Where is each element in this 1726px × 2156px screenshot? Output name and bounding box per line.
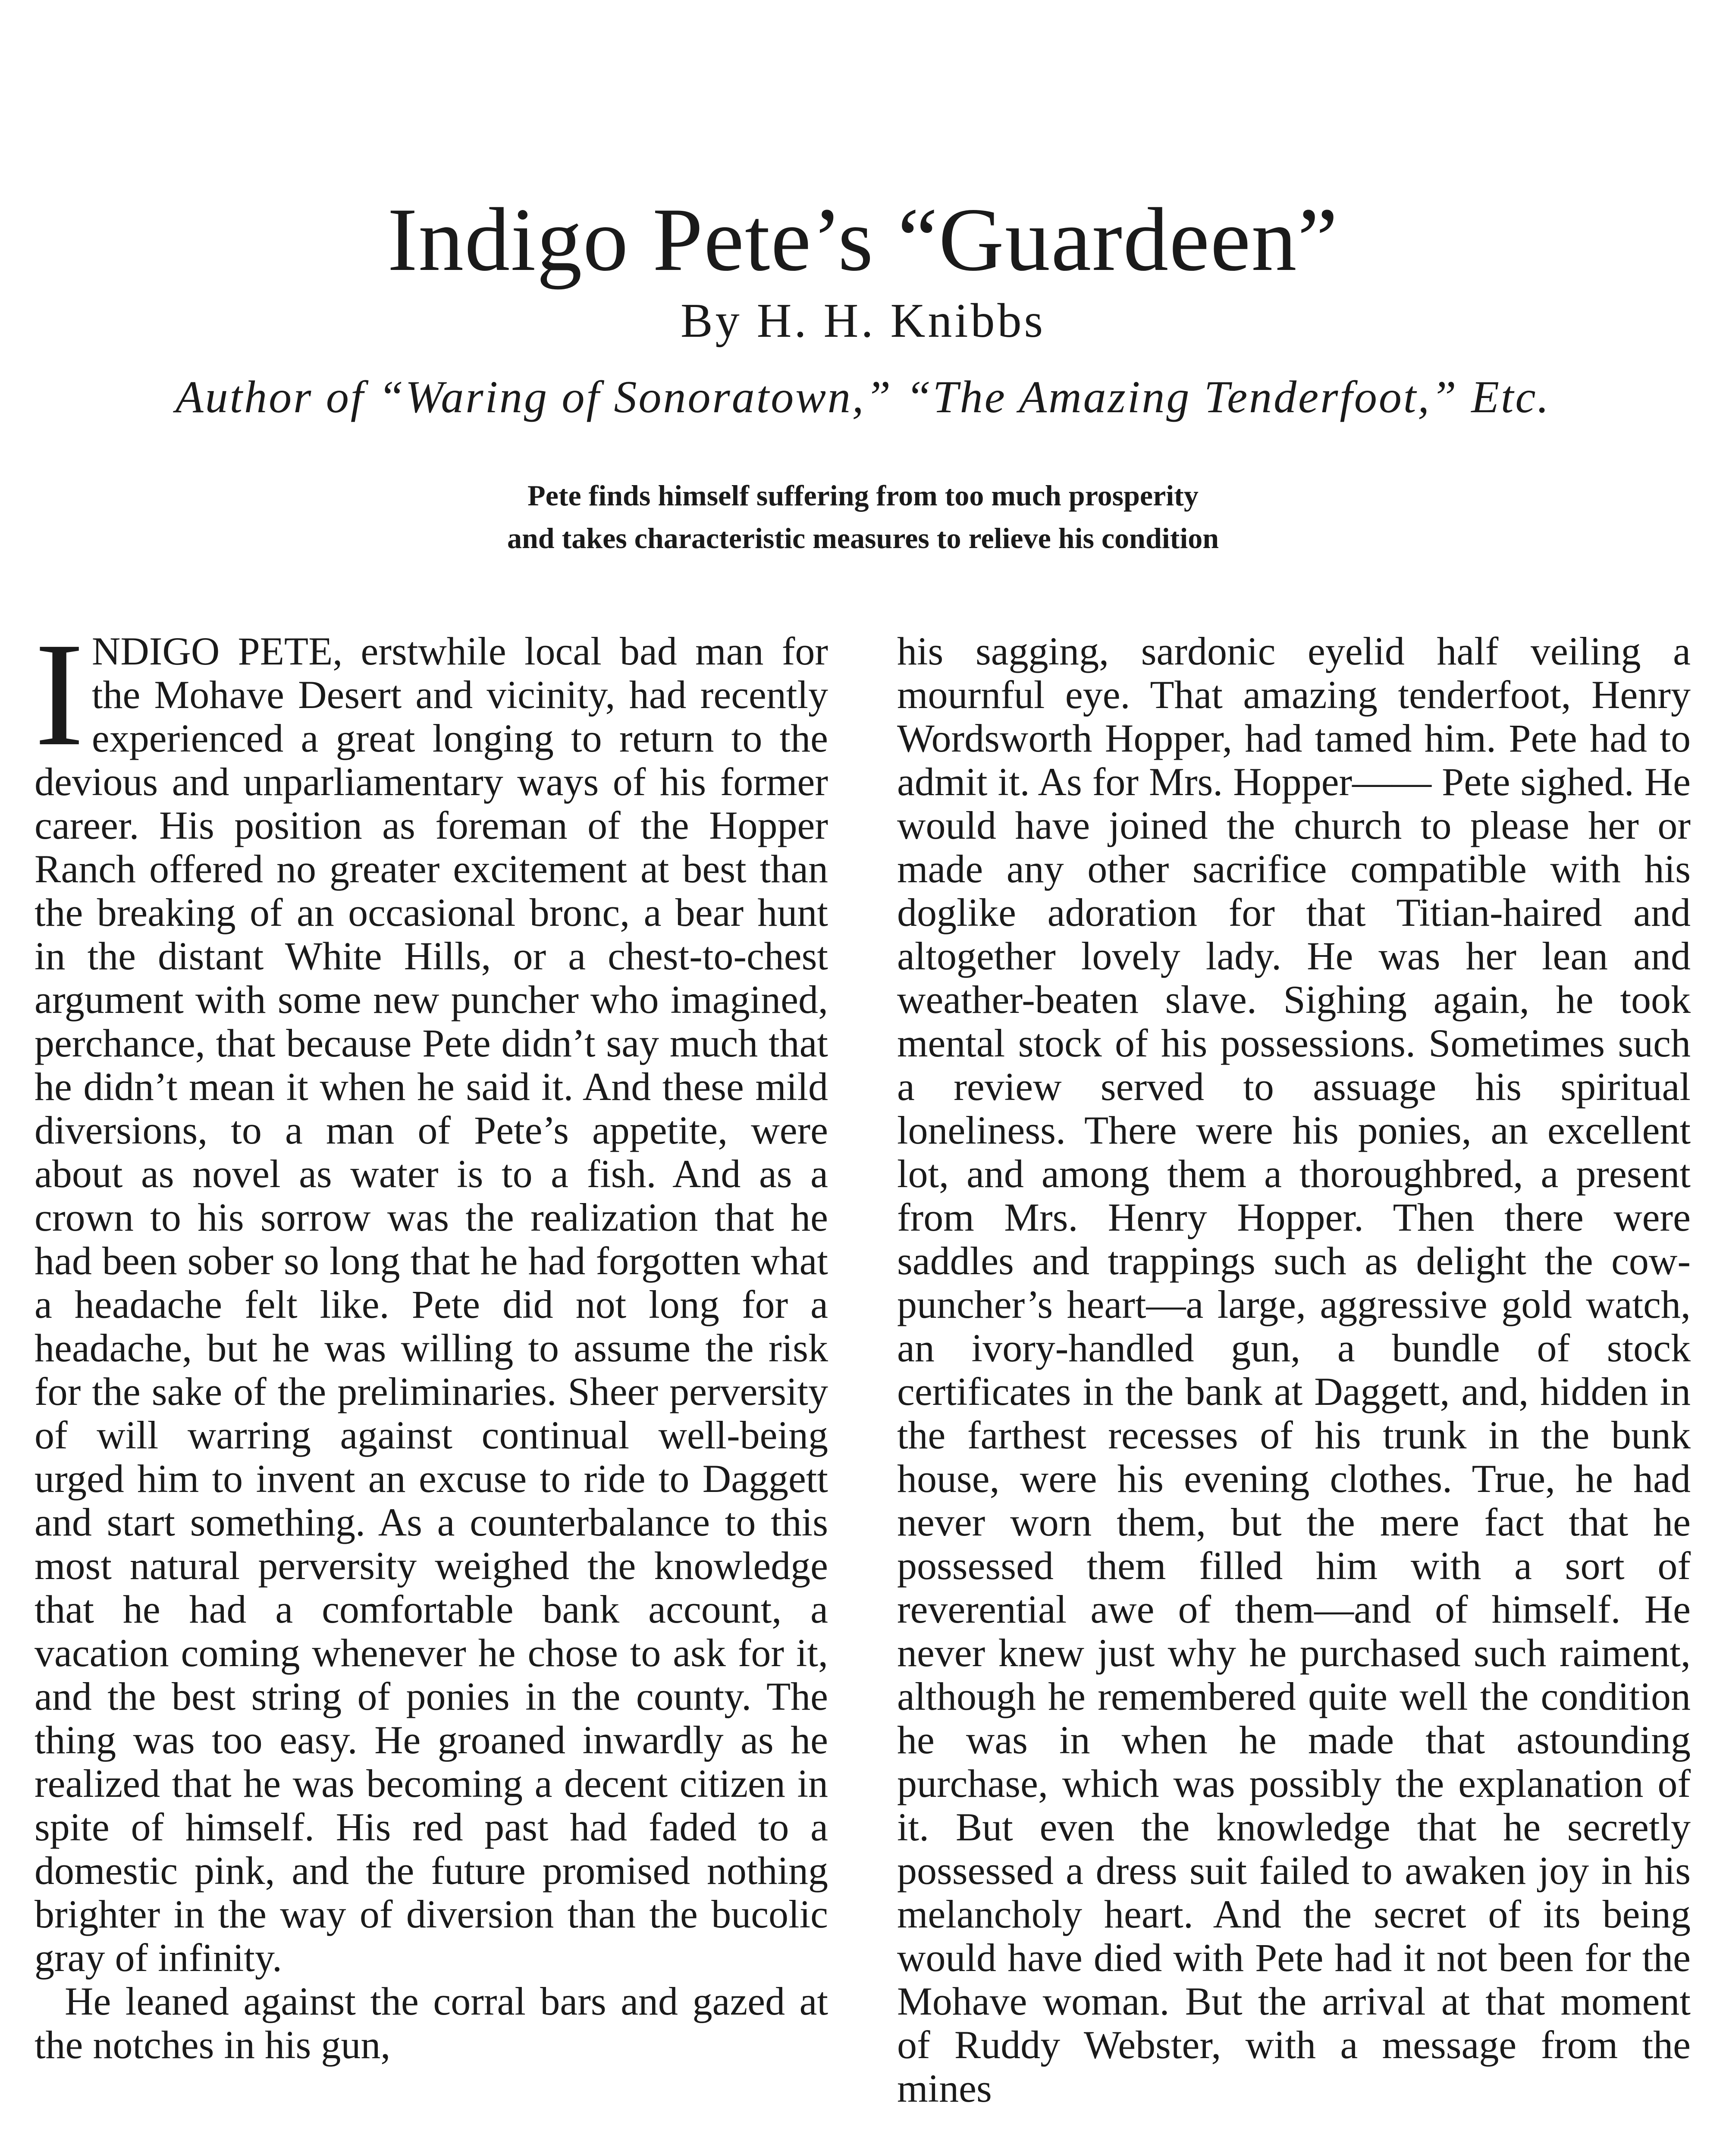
column-left [35, 630, 828, 2156]
paragraph: He leaned against the corral bars and gazed at the notches in his gun, [35, 1979, 828, 2067]
author-credits: Author of “Waring of Sonoratown,” “The Amazing Tenderfoot,” Etc. [175, 372, 1551, 422]
summary-line-1: Pete finds himself suffering from too much prosperity [527, 479, 1199, 512]
paragraph [35, 630, 828, 1980]
paragraph: his sagging, sardonic eyelid half veiling a mournful eye. That amazing tenderfoot, Henry Wordsworth Hopper, had tamed him. Pete had to admit it. As for Mrs. Hopper—— Pete sighed. He would have joined the church to please her or made any other sacrifice compatible with his doglike adoration for that Titian-haired and altogether lovely lady. He was her lean and weather-beaten slave. Sighing again, he took mental stock of his possessions. Sometimes such a review served to assuage his spiritual loneliness. There were his ponies, an excellent lot, and among them a thoroughbred, a present from Mrs. Henry Hopper. Then there were saddles and trappings such as delight the cow-puncher’s heart—a large, aggressive gold watch, an ivory-handled gun, a bundle of stock certificates in the bank at Daggett, and, hidden in the farthest recesses of his trunk in the bunk house, were his evening clothes. True, he had never worn them, but the mere fact that he possessed them filled him with a sort of reverential awe of them—and of himself. He never knew just why he purchased such raiment, although he remembered quite well the condition he was in when he made that astounding purchase, which was possibly the explanation of it. But even the knowledge that he secretly possessed a dress suit failed to awaken joy in his melancholy heart. And the secret of its being would have died with Pete had it not been for the Mohave woman. But the arrival at that moment of Ruddy Webster, with a message from the mines [897, 630, 1691, 2110]
body-columns [35, 630, 1691, 2156]
story-title: Indigo Pete’s “Guardeen” [387, 189, 1339, 290]
column-right [897, 630, 1691, 2156]
drop-cap: I [35, 630, 84, 777]
summary-line-2: and takes characteristic measures to relieve his condition [507, 521, 1219, 555]
byline: By H. H. Knibbs [680, 294, 1046, 348]
paragraph-text: NDIGO PETE, erstwhile local bad man for the Mohave Desert and vicinity, had recently experienced a great longing to return to the devious and unparliamentary ways of his former career. His position as foreman of the Hopper Ranch offered no greater excitement at best than the breaking of an occasional bronc, a bear hunt in the distant White Hills, or a chest-to-chest argument with some new puncher who imagined, perchance, that because Pete didn’t say much that he didn’t mean it when he said it. And these mild diversions, to a man of Pete’s appetite, were about as novel as water is to a fish. And as a crown to his sorrow was the realization that he had been sober so long that he had forgotten what a headache felt like. Pete did not long for a headache, but he was willing to assume the risk for the sake of the preliminaries. Sheer perversity of will warring against continual well-being urged him to invent an excuse to ride to Daggett and start something. As a counterbalance to this most natural perversity weighed the knowledge that he had a comfortable bank account, a vacation coming whenever he chose to ask for it, and the best string of ponies in the county. The thing was too easy. He groaned inwardly as he realized that he was becoming a decent citizen in spite of himself. His red past had faded to a domestic pink, and the future promised nothing brighter in the way of diversion than the bucolic gray of infinity. [35, 630, 828, 1980]
story-summary [0, 474, 1726, 559]
